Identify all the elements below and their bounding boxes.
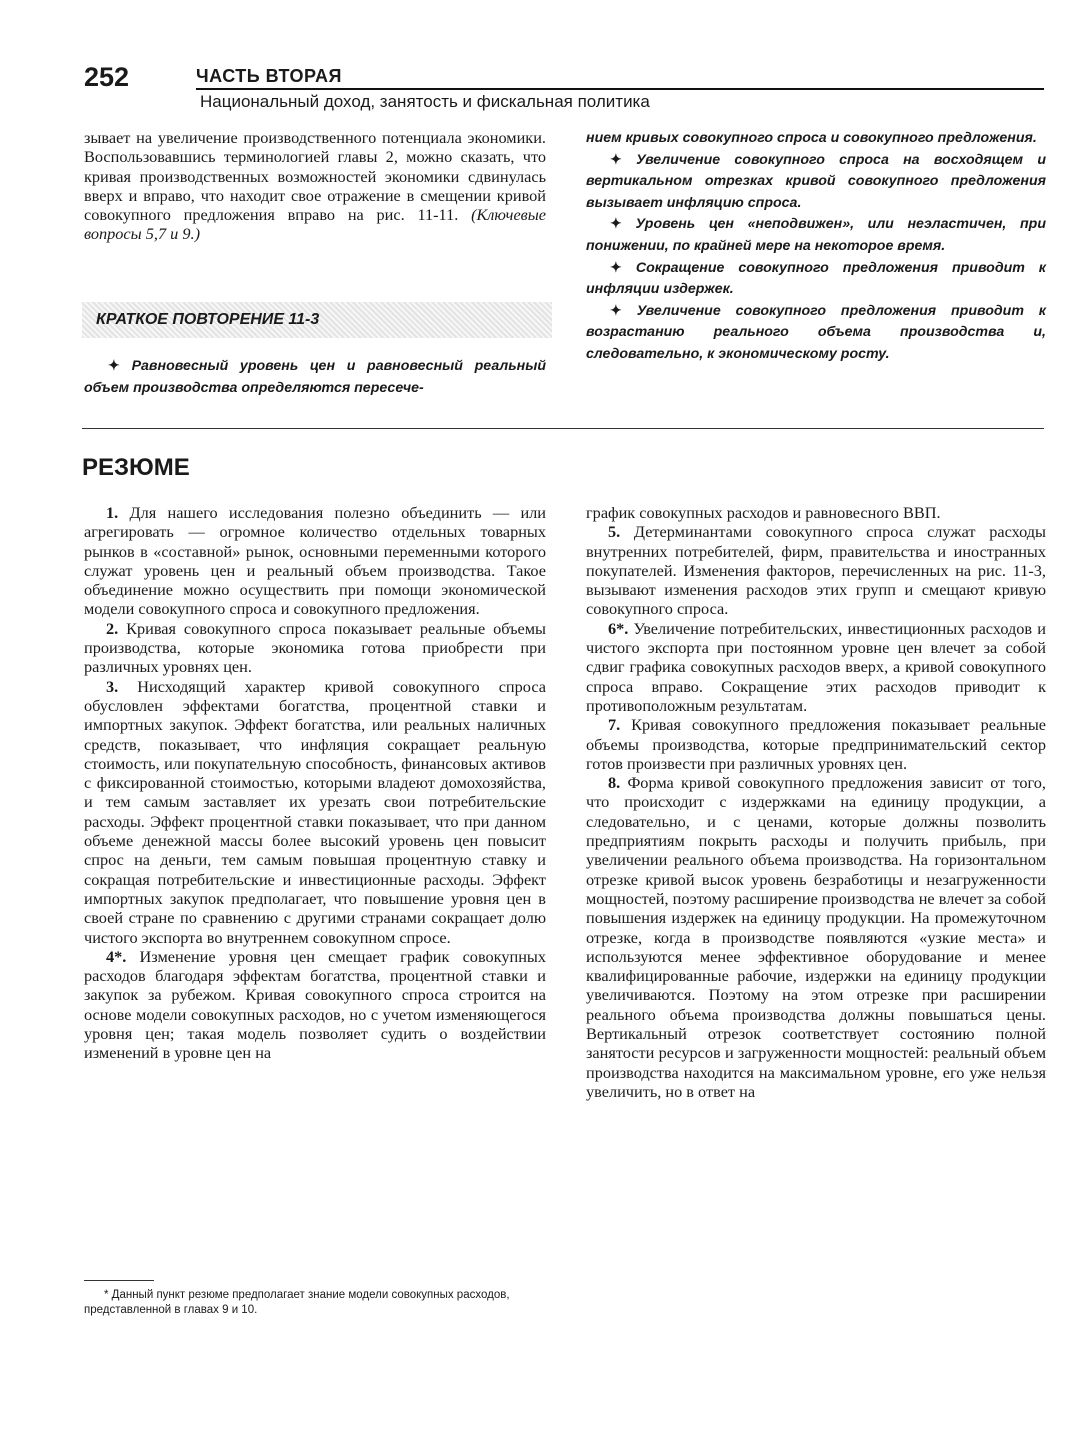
review-item-3: Уровень цен «неподвижен», или неэластичен, при понижении, по крайней мере на некоторое время.: [586, 216, 1046, 254]
resume-point: 5. Детерминантами совокупного спроса служат расходы внутренних потребителей, фирм, правительства и иностранных покупателей. Изменения факторов, перечисленных на рис. 11-3, вызывают изменения расходов этих групп и смещают кривую совокупного спроса.: [586, 522, 1046, 619]
review-box-title: КРАТКОЕ ПОВТОРЕНИЕ 11-3: [96, 311, 320, 328]
resume-point: 1. Для нашего исследования полезно объединить — или агрегировать — огромное количество отдельных товарных рынков в «составной» рынок, основными переменными которого служат уровень цен и реальный объем производства. Такое объединение можно осуществить при помощи экономической модели совокупного спроса и совокупного предложения.: [84, 503, 546, 619]
section-divider: [82, 428, 1044, 429]
diamond-bullet-icon: ✦: [108, 358, 120, 374]
review-box-header: [82, 302, 552, 338]
intro-paragraph: [84, 128, 546, 244]
diamond-bullet-icon: ✦: [610, 302, 622, 319]
footnote-rule: [84, 1280, 154, 1281]
chapter-subtitle: Национальный доход, занятость и фискальная политика: [200, 92, 650, 111]
resume-point: 3. Нисходящий характер кривой совокупного спроса обусловлен эффектами богатства, процентной ставки и импортных закупок. Эффект богатства, или реальных наличных средств, показывает, что инфляция сокращает реальную стоимость, или покупательную способность, финансовых активов с фиксированной стоимостью, которыми владеют домохозяйства, и тем самым заставляет их урезать свои потребительские расходы. Эффект процентной ставки показывает, что при данном объеме денежной массы более высокий уровень цен повысит спрос на деньги, тем самым повышая процентную ставку и сокращая потребительские и инвестиционные расходы. Эффект импортных закупок предполагает, что повышение уровня цен в своей стране по сравнению с другими странами сокращает долю чистого экспорта во внутреннем совокупном спросе.: [84, 676, 546, 947]
resume-point: 6*. Увеличение потребительских, инвестиционных расходов и чистого экспорта при постоянном уровне цен влечет за собой сдвиг графика совокупных расходов вверх, а кривой совокупного спроса вправо. Сокращение этих расходов приводит к противоположным результатам.: [586, 618, 1046, 715]
diamond-bullet-icon: ✦: [610, 151, 622, 168]
footnote: * Данный пункт резюме предполагает знание модели совокупных расходов, представленной в главах 9 и 10.: [84, 1289, 510, 1316]
review-item-5: Увеличение совокупного предложения приводит к возрастанию реального объема производства и, следовательно, к экономическому росту.: [586, 302, 1046, 362]
resume-heading: РЕЗЮМЕ: [82, 454, 190, 481]
review-item-1-continuation: нием кривых совокупного спроса и совокупного предложения.: [586, 130, 1037, 146]
resume-left-column: [84, 503, 546, 1063]
review-item-1: Равновесный уровень цен и равновесный реальный объем производства определяются пересече-: [84, 358, 546, 396]
diamond-bullet-icon: ✦: [610, 216, 622, 233]
header-rule: [196, 88, 1044, 90]
resume-point: 8. Форма кривой совокупного предложения зависит от того, что происходит с издержками на единицу продукции, а следовательно, и с ценами, которые должны позволить предприятиям покрыть расходы и получить прибыль, при увеличении реального объема производства. На горизонтальном отрезке кривой высок уровень безработицы и незагруженности мощностей, поэтому расширение производства не влечет за собой повышения издержек на единицу продукции. На промежуточном отрезке, когда в производстве появляются «узкие места» и используются менее эффективное оборудование и менее квалифицированные рабочие, издержки на единицу продукции увеличиваются. Поэтому на этом отрезке при расширении реального объема производства должны повышаться цены. Вертикальный отрезок соответствует состоянию полной занятости ресурсов и загруженности мощностей: реальный объем производства находится на максимальном уровне, его уже нельзя увеличить, но в ответ на: [586, 773, 1046, 1101]
resume-point-continuation: график совокупных расходов и равновесного ВВП.: [586, 503, 941, 522]
page-number: 252: [84, 62, 130, 92]
resume-point: 7. Кривая совокупного предложения показывает реальные объемы производства, которые предпринимательский сектор готов произвести при различных уровнях цен.: [586, 715, 1046, 773]
intro-text: зывает на увеличение производственного потенциала экономики. Воспользовавшись терминологией главы 2, можно сказать, что кривая производственных возможностей экономики сдвинулась вверх и вправо, что находит свое отражение в смещении кривой совокупного предложения вправо на рис. 11-11.: [84, 128, 546, 225]
intro-key-questions-ref: (Ключевые вопросы 5,7 и 9.): [84, 205, 546, 244]
resume-right-column: [586, 503, 1046, 1101]
resume-point: 4*. Изменение уровня цен смещает график совокупных расходов благодаря эффектам богатства, процентной ставки и закупок за рубежом. Кривая совокупного спроса строится на основе модели совокупных расходов, но с учетом изменяющегося уровня цен; такая модель позволяет судить о воздействии изменений в уровне цен на: [84, 946, 546, 1063]
resume-point: 2. Кривая совокупного спроса показывает реальные объемы производства, которые экономика готова приобрести при различных уровнях цен.: [84, 618, 546, 677]
review-box-right: [586, 128, 1046, 366]
review-item-4: Сокращение совокупного предложения приводит к инфляции издержек.: [586, 259, 1047, 298]
review-item-2: Увеличение совокупного спроса на восходящем и вертикальном отрезках кривой совокупного предложения вызывает инфляцию спроса.: [586, 151, 1046, 211]
review-box-left: [84, 356, 546, 399]
part-title: ЧАСТЬ ВТОРАЯ: [196, 66, 342, 86]
diamond-bullet-icon: ✦: [610, 259, 622, 276]
